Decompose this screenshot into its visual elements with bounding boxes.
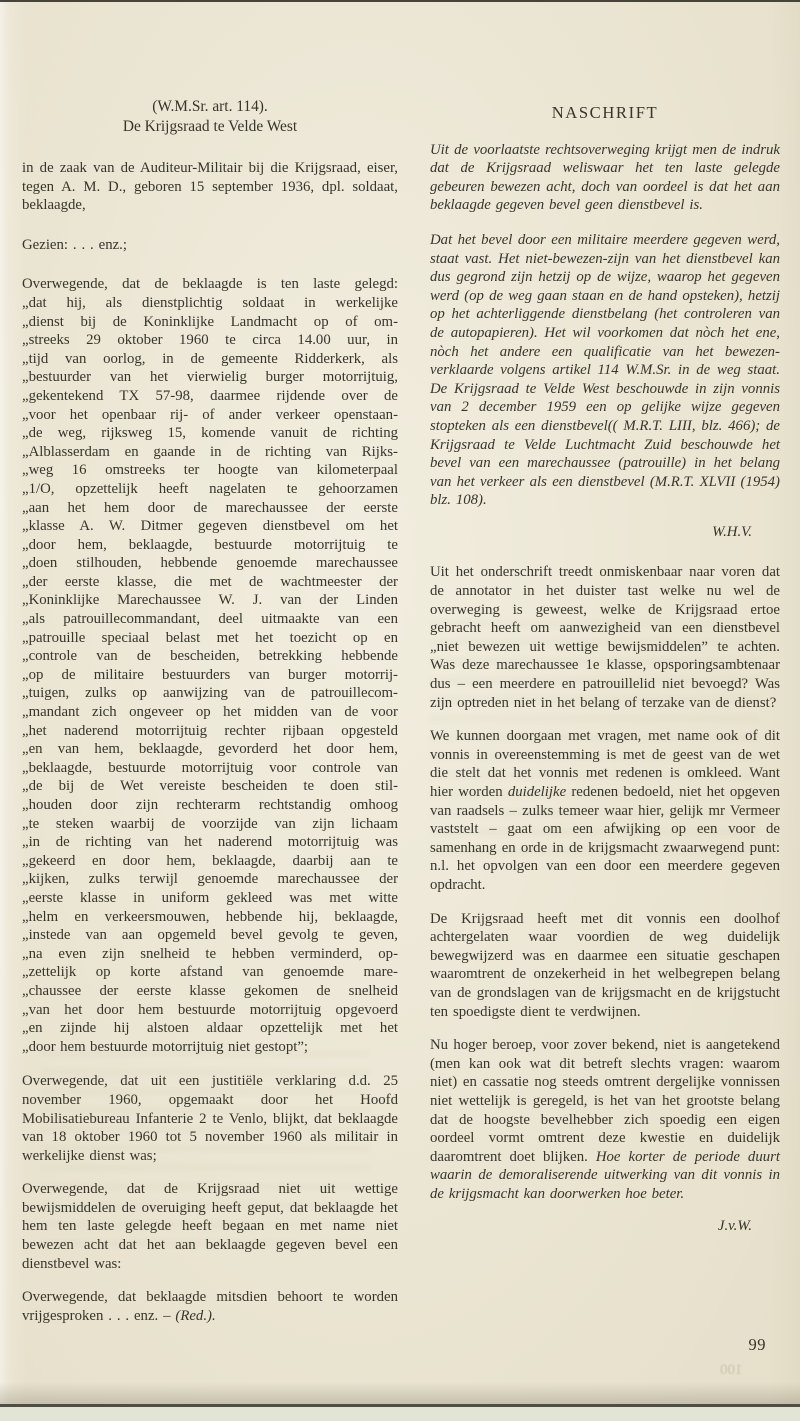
comment-paragraph-4-text: Nu hoger beroep, voor zover bekend, niet is aangetekend (men kan ook wat dit betreft slechts vragen: waarom niet) en cassatie nog steeds omtrent dergelijke vonnissen niet wettelijk is geregeld, is het van het grootste belang dat de hoogste bevelhebber zich spoedig een eigen oordeel vormt omtrent deze kwestie en duidelijk daaromtrent doet blijken. [430,1037,780,1165]
charge-block: Overwegende, dat de beklaagde is ten laste gelegd: „dat hij, als dienstplichtig soldaat in werkelijke „dienst bij de Koninklijke Landmacht op of om- „streeks 29 oktober 1960 te circa 14.00 uur, in „tijd van oorlog, in de gemeente Ridderkerk, als „bestuurder van het vierwielig burger motorrijtuig, „gekentekend TX 57-98, daarmee rijdende over de „voor het openbaar rij- of ander verkeer openstaan- „de weg, rijksweg 15, komende vanuit de richting „Alblasserdam en gaande in de richting van Rijks- „weg 16 omstreeks ter hoogte van kilometerpaal „1/O, opzettelijk heeft nagelaten te gehoorzamen „aan het hem door de marechaussee der eerste „klasse A. W. Ditmer gegeven dienstbevel om het „door hem, beklaagde, bestuurde motorrijtuig te „doen stilhouden, hebbende genoemde marechaussee „der eerste klasse, die met de wachtmeester der „Koninklijke Marechaussee W. J. van der Linden „als patrouillecommandant, deel uitmaakte van een „patrouille speciaal belast met het toezicht op en „controle van de bescheiden, betrekking hebbende „op de militaire bestuurders van burger motorrij- „tuigen, zulks op aanwijzing van de patrouillecom- „mandant zich ongeveer op het midden van de voor „het naderend motorrijtuig rechter rijbaan opgesteld „en van hem, beklaagde, gevorderd het door hem, „beklaagde, bestuurde motorrijtuig voor controle van „de bij de Wet vereiste bescheiden te doen stil- „houden door zijn rechterarm rechtstandig omhoog „te steken waarbij de voorzijde van zijn lichaam „in de richting van het naderend motorrijtuig was „gekeerd en door hem, beklaagde, daarbij aan te „kijken, zulks terwijl genoemde marechaussee der „eerste klasse in uniform gekleed was met witte „helm en verkeersmouwen, hebbende hij, beklaagde, „instede van aan opgemeld bevel gevolg te geven, „na even zijn snelheid te hebben verminderd, op- „zettelijk op korte afstand van genoemde mare- „chaussee der eerste klasse gekomen de snelheid „van het door hem bestuurde motorrijtuig opgevoerd „en zijnde hij alstoen aldaar opzettelijk met het „door hem bestuurde motorrijtuig niet gestopt”; [22,276,398,1055]
commentator-signature: J.v.W. [717,1218,752,1235]
annotator-signature: W.H.V. [712,523,752,540]
annotation-paragraph-2: Dat het bevel door een militaire meerdere gegeven werd, staat vast. Het niet-bewezen-zijn van het dienstbevel kan dus gegrond zijn hetzij op de wijze, waarop het gegeven werd (op de weg gaan staan en de hand opsteken), hetzij op het achterliggende dienstbelang (het controleren van de autopapieren). Het wil voorkomen dat nòch het ene, nòch het andere een qualificatie van het bewezen-verklaarde volgens artikel 114 W.M.Sr. in de weg staat. De Krijgsraad te Velde West beschouwde in zijn vonnis van 2 december 1959 een op gelijke wijze gegeven stopteken als een dienstbevel(( M.R.T. LIII, blz. 466); de Krijgsraad te Velde Luchtmacht Zuid beschouwde het bevel van een marechaussee (patrouille) in het belang van het verkeer als een dienstbevel (M.R.T. XLVII (1954) blz. 108). [430,231,780,509]
verdict-text: Overwegende, dat beklaagde mitsdien behoort te worden vrijgesproken . . . enz. – [22,1289,398,1324]
comment-paragraph-2 [430,727,780,894]
redaction-signature: (Red.). [175,1307,216,1324]
verdict-paragraph [22,1288,398,1325]
ghost-page-number: 100 [719,1362,742,1378]
gezien-clause: Gezien: . . . enz.; [22,236,127,253]
judgment-heading [22,97,398,137]
scan-edge-bottom-shadow [0,1382,800,1404]
court-title: De Krijgsraad te Velde West [122,118,298,135]
emphasized-word: duidelijke [507,784,567,800]
comment-paragraph-4 [430,1036,780,1203]
case-intro-paragraph: in de zaak van de Auditeur-Militair bij die Krijgsraad, eiser, tegen A. M. D., geboren 15 september 1936, dpl. soldaat, beklaagde, [22,160,398,214]
judgment-column [22,97,398,1338]
comment-paragraph-2-text: redenen bedoeld, niet het opgeven van raadsels – zulks temeer waar hier, gelijk mr Vermeer vaststelt – gaat om een afwijking op een voor de samenhang en orde in de krijgsmacht zwaarwegend punt: n.l. het opvolgen van een door een meerdere gegeven opdracht. [430,784,780,893]
scan-edge-top [0,0,800,2]
comment-paragraph-1: Uit het onderschrift treedt onmiskenbaar naar voren dat de annotator in het duister tast welke nu wel de overweging is geweest, welke de Krijgsraad ertoe gebracht heeft om aanwezigheid van een dienstbevel „niet bewezen uit wettige bewijsmiddelen” te achten. Was deze marechaussee 1e klasse, opsporingsambtenaar dus – een meerdere en patrouillelid niet bevoegd? Was zijn optreden niet in het belang of terzake van de dienst? [430,564,780,711]
page-number: 99 [748,1335,766,1354]
comment-paragraph-2-text: We kunnen doorgaan met vragen, met name ook of dit vonnis in overeenstemming is met de geest van de wet die stelt dat het vonnis met redenen is omkleed. Want hier worden [430,728,780,800]
scan-edge-bottom-light [0,1407,800,1421]
naschrift-heading: NASCHRIFT [551,103,659,122]
case-reference: (W.M.Sr. art. 114). [152,98,268,115]
consideration-evidence: Overwegende, dat de Krijgsraad niet uit wettige bewijsmiddelen de overuiging heeft geput, dat beklaagde het hem ten laste gelegde heeft begaan en met name niet bewezen acht dat het aan beklaagde gegeven bevel een dienstbevel was: [22,1181,398,1272]
naschrift-column [430,104,780,1256]
annotation-paragraph-1: Uit de voorlaatste rechtsoverweging krijgt men de indruk dat de Krijgsraad weliswaar het ten laste gelegde gebeuren bewezen acht, doch van oordeel is dat het aan beklaagde gegeven bevel geen dienstbevel is. [430,141,780,214]
emphasized-sentence: Hoe korter de periode duurt waarin de demoraliserende uitwerking van dit vonnis in de krijgsmacht kan doorwerken hoe beter. [430,1148,781,1202]
comment-paragraph-3: De Krijgsraad heeft met dit vonnis een doolhof achtergelaten waar voordien de weg duidelijk bewegwijzerd was en daarmee een situatie geschapen waaromtrent de onzekerheid in het welbegrepen belang van de grondslagen van de krijgsmacht en de krijgstucht ten spoedigste dient te verdwijnen. [430,910,780,1020]
consideration-declaration: Overwegende, dat uit een justitiële verklaring d.d. 25 november 1960, opgemaakt door het Hoofd Mobilisatiebureau Infanterie 2 te Venlo, blijkt, dat beklaagde van 18 oktober 1960 tot 5 november 1960 als militair in werkelijke dienst was; [22,1073,398,1164]
